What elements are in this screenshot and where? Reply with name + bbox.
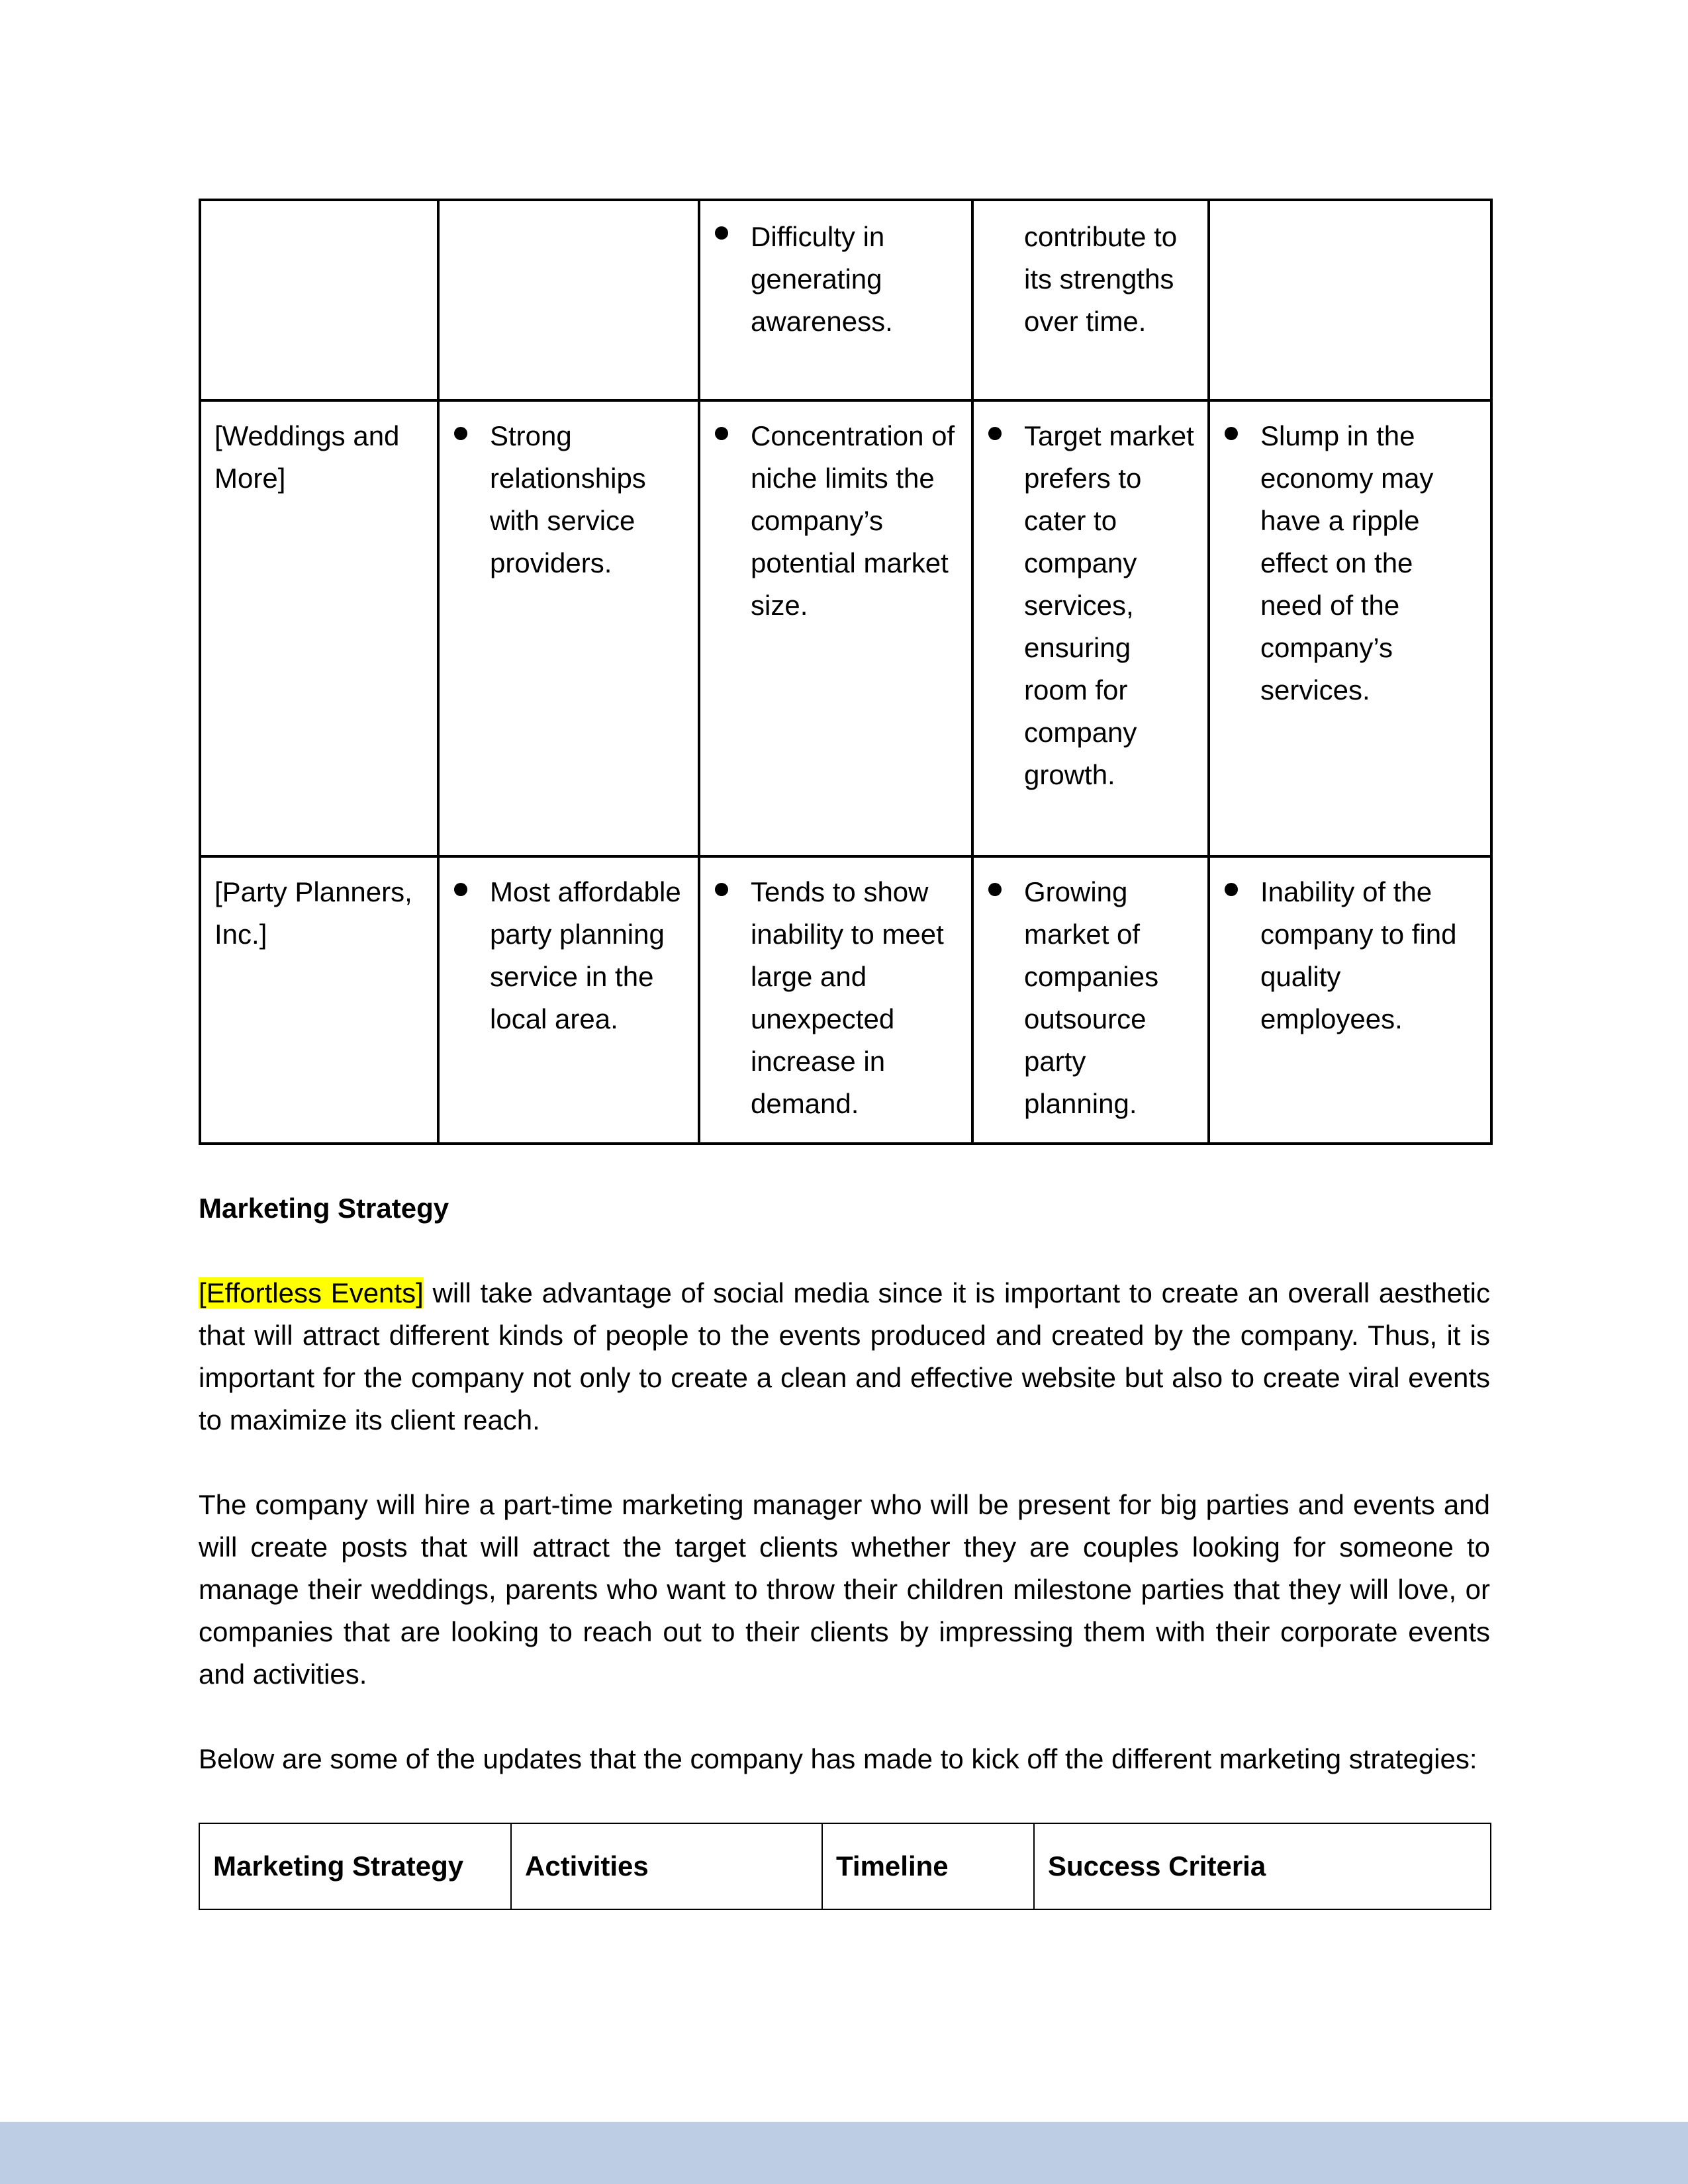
opportunity-cell bbox=[972, 400, 1209, 856]
opportunity-cell bbox=[972, 856, 1209, 1144]
bullet-icon bbox=[454, 883, 467, 896]
section-heading: Marketing Strategy bbox=[199, 1193, 449, 1224]
bullet-icon bbox=[715, 427, 728, 440]
weakness-text: Difficulty in generating awareness. bbox=[751, 221, 893, 337]
bullet-icon bbox=[988, 883, 1002, 896]
table-row bbox=[200, 856, 1491, 1144]
paragraph-1 bbox=[199, 1272, 1490, 1441]
weakness-cell bbox=[699, 856, 972, 1144]
weakness-cell bbox=[699, 200, 972, 400]
threat-cell bbox=[1209, 400, 1491, 856]
opportunity-text: contribute to its strengths over time. bbox=[1024, 221, 1178, 337]
weakness-text: Concentration of niche limits the company’s potential market size. bbox=[751, 420, 955, 621]
opportunity-text: Growing market of companies outsource party planning. bbox=[1024, 876, 1159, 1119]
company-name-highlight: [Effortless Events] bbox=[199, 1277, 424, 1308]
competitor-cell: [Weddings and More] bbox=[200, 400, 438, 856]
threat-text: Inability of the company to find quality employees. bbox=[1260, 876, 1457, 1034]
strength-text: Strong relationships with service providers. bbox=[490, 420, 646, 578]
table-header-row bbox=[199, 1823, 1491, 1909]
opportunity-cell bbox=[972, 200, 1209, 400]
table-row bbox=[200, 200, 1491, 400]
weakness-cell bbox=[699, 400, 972, 856]
strength-text: Most affordable party planning service in the local area. bbox=[490, 876, 681, 1034]
page-content bbox=[199, 199, 1490, 1910]
header-marketing-strategy: Marketing Strategy bbox=[199, 1823, 511, 1909]
strength-cell bbox=[438, 200, 699, 400]
threat-cell bbox=[1209, 856, 1491, 1144]
bullet-icon bbox=[715, 883, 728, 896]
paragraph-2: The company will hire a part-time marketing manager who will be present for big parties and events and will create posts that will attract the target clients whether they are couples looking for someone to manage their weddings, parents who want to throw their children milestone parties that they will love, or companies that are looking to reach out to their clients by impressing them with their corporate events and activities. bbox=[199, 1489, 1490, 1690]
bullet-icon bbox=[715, 226, 728, 240]
bullet-icon bbox=[454, 427, 467, 440]
competitor-cell bbox=[200, 200, 438, 400]
competitor-cell: [Party Planners, Inc.] bbox=[200, 856, 438, 1144]
bullet-icon bbox=[988, 427, 1002, 440]
threat-cell bbox=[1209, 200, 1491, 400]
strength-cell bbox=[438, 856, 699, 1144]
opportunity-text: Target market prefers to cater to company services, ensuring room for company growth. bbox=[1024, 420, 1194, 790]
paragraph-1-text: will take advantage of social media since it is important to create an overall aesthetic that will attract different kinds of people to the events produced and created by the company. Thus, it is important for the company not only to create a clean and effective website but also to create viral events to maximize its client reach. bbox=[199, 1277, 1491, 1435]
paragraph-3: Below are some of the updates that the company has made to kick off the different marketing strategies: bbox=[199, 1743, 1477, 1774]
table-row bbox=[200, 400, 1491, 856]
threat-text: Slump in the economy may have a ripple effect on the need of the company’s services. bbox=[1260, 420, 1434, 705]
header-activities: Activities bbox=[511, 1823, 822, 1909]
weakness-text: Tends to show inability to meet large and unexpected increase in demand. bbox=[751, 876, 944, 1119]
strength-cell bbox=[438, 400, 699, 856]
footer-band bbox=[0, 2122, 1688, 2184]
bullet-icon bbox=[1225, 427, 1238, 440]
bullet-icon bbox=[1225, 883, 1238, 896]
marketing-strategy-table bbox=[199, 1823, 1491, 1910]
swot-table bbox=[199, 199, 1493, 1145]
header-success-criteria: Success Criteria bbox=[1034, 1823, 1491, 1909]
header-timeline: Timeline bbox=[822, 1823, 1034, 1909]
